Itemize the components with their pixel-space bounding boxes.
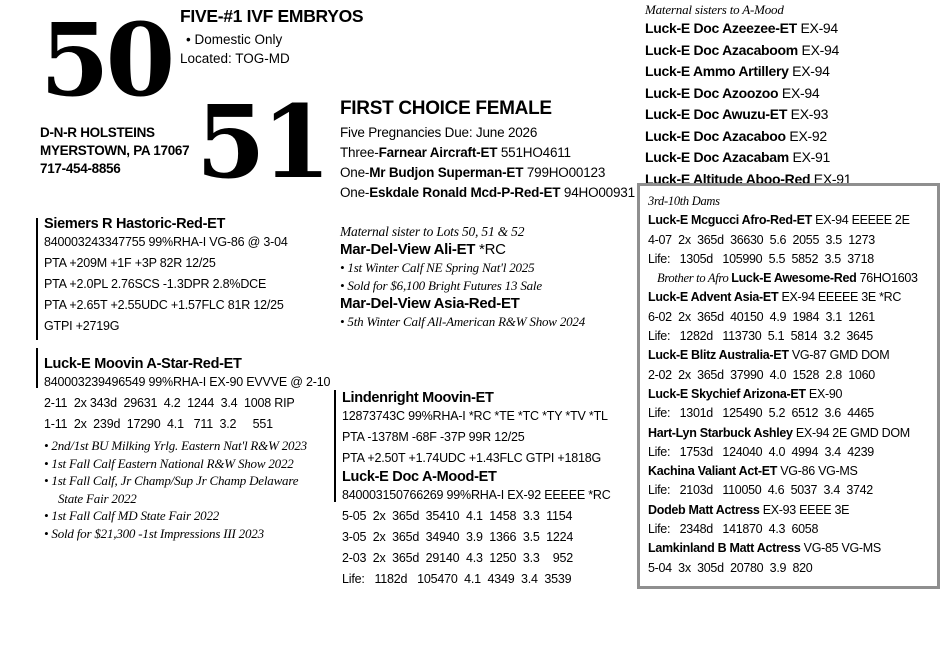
choice-sire-2-code: 799HO00123 — [523, 165, 606, 180]
sister2-name-line: Mar-Del-View Asia-Red-ET — [340, 295, 520, 312]
dam1-record-line-1: 2-11 2x 343d 29631 4.2 1244 3.4 1008 RIP — [44, 396, 295, 410]
dam-line-8: Luck-E Blitz Australia-ET VG-87 GMD DOM — [648, 348, 890, 363]
sire2-dam2-block — [342, 390, 637, 590]
maternal-sister-label: Maternal sister to Lots 50, 51 & 52 — [340, 224, 525, 239]
dam2-name: Luck-E Doc A-Mood-ET — [342, 469, 497, 485]
consignor-city: MYERSTOWN, PA 17067 — [40, 143, 190, 158]
amood-sister-3: Luck-E Ammo Artillery EX-94 — [645, 63, 830, 79]
dam-line-11: Life: 1301d 125490 5.2 6512 3.6 4465 — [648, 406, 874, 421]
amood-sisters-label: Maternal sisters to A-Mood — [645, 2, 784, 17]
dam-line-10: Luck-E Skychief Arizona-ET EX-90 — [648, 386, 843, 401]
amood-sister-8: Luck-E Altitude Aboo-Red EX-91 — [645, 170, 852, 187]
dam-line-1: Luck-E Mcgucci Afro-Red-ET EX-94 EEEEE 2E — [648, 213, 910, 228]
sister1-bullet-2: • Sold for $6,100 Bright Futures 13 Sale — [340, 277, 542, 293]
sire1-pta-line-1: PTA +209M +1F +3P 82R 12/25 — [44, 256, 216, 270]
dam1-bullet-1: • 2nd/1st BU Milking Yrlg. Eastern Nat'l R&W 2023 — [44, 438, 307, 453]
lot-number-50: 50 — [40, 1, 172, 119]
dam1-bullet-3: • 1st Fall Calf, Jr Champ/Sup Jr Champ Delaware — [44, 473, 299, 488]
consignor-name: D-N-R HOLSTEINS — [40, 125, 155, 140]
sire1-gtpi-line: GTPI +2719G — [44, 319, 120, 333]
dams-box-label: 3rd-10th Dams — [648, 194, 720, 208]
pedigree-rule-sire1 — [36, 218, 38, 340]
dam-line-12: Hart-Lyn Starbuck Ashley EX-94 2E GMD DOM — [648, 425, 910, 440]
dam-line-14: Kachina Valiant Act-ET VG-86 VG-MS — [648, 464, 858, 479]
sister1-bullets — [340, 259, 640, 294]
dam1-record-line-2: 1-11 2x 239d 17290 4.1 711 3.2 551 — [44, 417, 273, 431]
choice-sire-3-code: 94HO00931 — [560, 185, 635, 200]
first-choice-block — [340, 98, 640, 203]
choice-sire-1-name: Farnear Aircraft-ET — [378, 145, 498, 160]
sire2-pta-line-1: PTA -1378M -68F -37P 99R 12/25 — [342, 430, 525, 444]
sire1-id-line: 840003243347755 99%RHA-I VG-86 @ 3-04 — [44, 235, 288, 249]
sister1-bullet-1: • 1st Winter Calf NE Spring Nat'l 2025 — [340, 260, 535, 275]
dam2-record-line-3: 2-03 2x 365d 29140 4.3 1250 3.3 952 — [342, 551, 573, 565]
sister2-bullet-1: • 5th Winter Calf All-American R&W Show 2024 — [340, 314, 586, 329]
dam-line-5: Luck-E Advent Asia-ET EX-94 EEEEE 3E *RC — [648, 290, 902, 305]
amood-sister-5: Luck-E Doc Awuzu-ET EX-93 — [645, 106, 829, 122]
dam1-bullet-5: • Sold for $21,300 -1st Impressions III 2023 — [44, 525, 264, 541]
dam2-record-line-2: 3-05 2x 365d 34940 3.9 1366 3.5 1224 — [342, 530, 574, 544]
dam-line-19: 5-04 3x 305d 20780 3.9 820 — [648, 560, 813, 575]
sire1-block — [44, 216, 339, 337]
dam-line-16: Dodeb Matt Actress EX-93 EEEE 3E — [648, 502, 850, 517]
sire1-name: Siemers R Hastoric-Red-ET — [44, 216, 226, 232]
sire2-id-line: 12873743C 99%RHA-I *RC *TE *TC *TY *TV *TL — [342, 409, 608, 423]
lot-header-bullet: • Domestic Only — [186, 32, 283, 47]
sire2-pta-line-2: PTA +2.50T +1.74UDC +1.43FLC GTPI +1818G — [342, 451, 602, 465]
sire2-name: Lindenright Moovin-ET — [342, 390, 494, 406]
dam1-bullet-4: • 1st Fall Calf MD State Fair 2022 — [44, 508, 220, 523]
dams-box — [637, 183, 940, 589]
choice-sire-1: Three-Farnear Aircraft-ET 551HO4611 — [340, 145, 571, 160]
dam-line-18: Lamkinland B Matt Actress VG-85 VG-MS — [648, 541, 881, 556]
pregnancies-due-line: Five Pregnancies Due: June 2026 — [340, 125, 538, 140]
amood-sister-2: Luck-E Doc Azacaboom EX-94 — [645, 41, 839, 58]
dam1-show-results — [44, 437, 344, 542]
dam-line-3: Life: 1305d 105990 5.5 5852 3.5 3718 — [648, 251, 874, 266]
amood-sister-1: Luck-E Doc Azeezee-ET EX-94 — [645, 20, 838, 36]
sister1-suffix: *RC — [475, 241, 506, 258]
sister2-bullets — [340, 313, 640, 331]
choice-sire-2: One-Mr Budjon Superman-ET 799HO00123 — [340, 165, 606, 180]
maternal-sister-block — [340, 224, 640, 331]
dam-line-9: 2-02 2x 365d 37990 4.0 1528 2.8 1060 — [648, 367, 875, 382]
dam1-block — [44, 356, 344, 542]
dam1-bullet-3-continuation: State Fair 2022 — [58, 490, 137, 506]
lot-header-located: Located: TOG-MD — [180, 51, 290, 66]
dam-line-6: 6-02 2x 365d 40150 4.9 1984 3.1 1261 — [648, 309, 875, 324]
dam-line-13: Life: 1753d 124040 4.0 4994 3.4 4239 — [648, 444, 874, 459]
dam1-bullet-2: • 1st Fall Calf Eastern National R&W Show 2022 — [44, 455, 294, 471]
dam-line-4: Brother to Afro Luck-E Awesome-Red 76HO1603 — [657, 271, 918, 286]
choice-sire-1-code: 551HO4611 — [497, 145, 571, 160]
sister1-name-line: Mar-Del-View Ali-ET *RC — [340, 241, 506, 258]
first-choice-title: FIRST CHOICE FEMALE — [340, 98, 552, 119]
lot-number-51: 51 — [196, 83, 328, 201]
amood-sister-4: Luck-E Doc Azoozoo EX-94 — [645, 84, 820, 101]
consignor-phone: 717-454-8856 — [40, 161, 121, 176]
dam2-record-line-1: 5-05 2x 365d 35410 4.1 1458 3.3 1154 — [342, 509, 573, 523]
dam2-id-line: 840003150766269 99%RHA-I EX-92 EEEEE *RC — [342, 488, 611, 502]
dam-line-15: Life: 2103d 110050 4.6 5037 3.4 3742 — [648, 483, 873, 498]
lot-header — [180, 6, 363, 68]
amood-sister-7: Luck-E Doc Azacabam EX-91 — [645, 149, 830, 165]
choice-sire-3-name: Eskdale Ronald Mcd-P-Red-ET — [369, 185, 561, 200]
sire1-pta-line-3: PTA +2.65T +2.55UDC +1.57FLC 81R 12/25 — [44, 298, 284, 312]
pedigree-rule-dam1 — [36, 348, 38, 388]
dam-line-7: Life: 1282d 113730 5.1 5814 3.2 3645 — [648, 329, 873, 344]
consignor-block — [40, 124, 189, 178]
dam2-record-line-4: Life: 1182d 105470 4.1 4349 3.4 3539 — [342, 572, 572, 586]
choice-sire-2-name: Mr Budjon Superman-ET — [369, 165, 524, 180]
dam1-id-line: 840003239496549 99%RHA-I EX-90 EVVVE @ 2-10 — [44, 375, 331, 389]
sire1-pta-line-2: PTA +2.0PL 2.76SCS -1.3DPR 2.8%DCE — [44, 277, 267, 291]
choice-sire-3: One-Eskdale Ronald Mcd-P-Red-ET 94HO00931 — [340, 185, 635, 200]
dam-line-17: Life: 2348d 141870 4.3 6058 — [648, 522, 819, 537]
dam1-name: Luck-E Moovin A-Star-Red-ET — [44, 356, 242, 372]
amood-sisters-block — [645, 2, 945, 190]
amood-sister-6: Luck-E Doc Azacaboo EX-92 — [645, 127, 827, 144]
dam-line-2: 4-07 2x 365d 36630 5.6 2055 3.5 1273 — [648, 232, 875, 247]
lot-title: FIVE-#1 IVF EMBRYOS — [180, 6, 364, 26]
